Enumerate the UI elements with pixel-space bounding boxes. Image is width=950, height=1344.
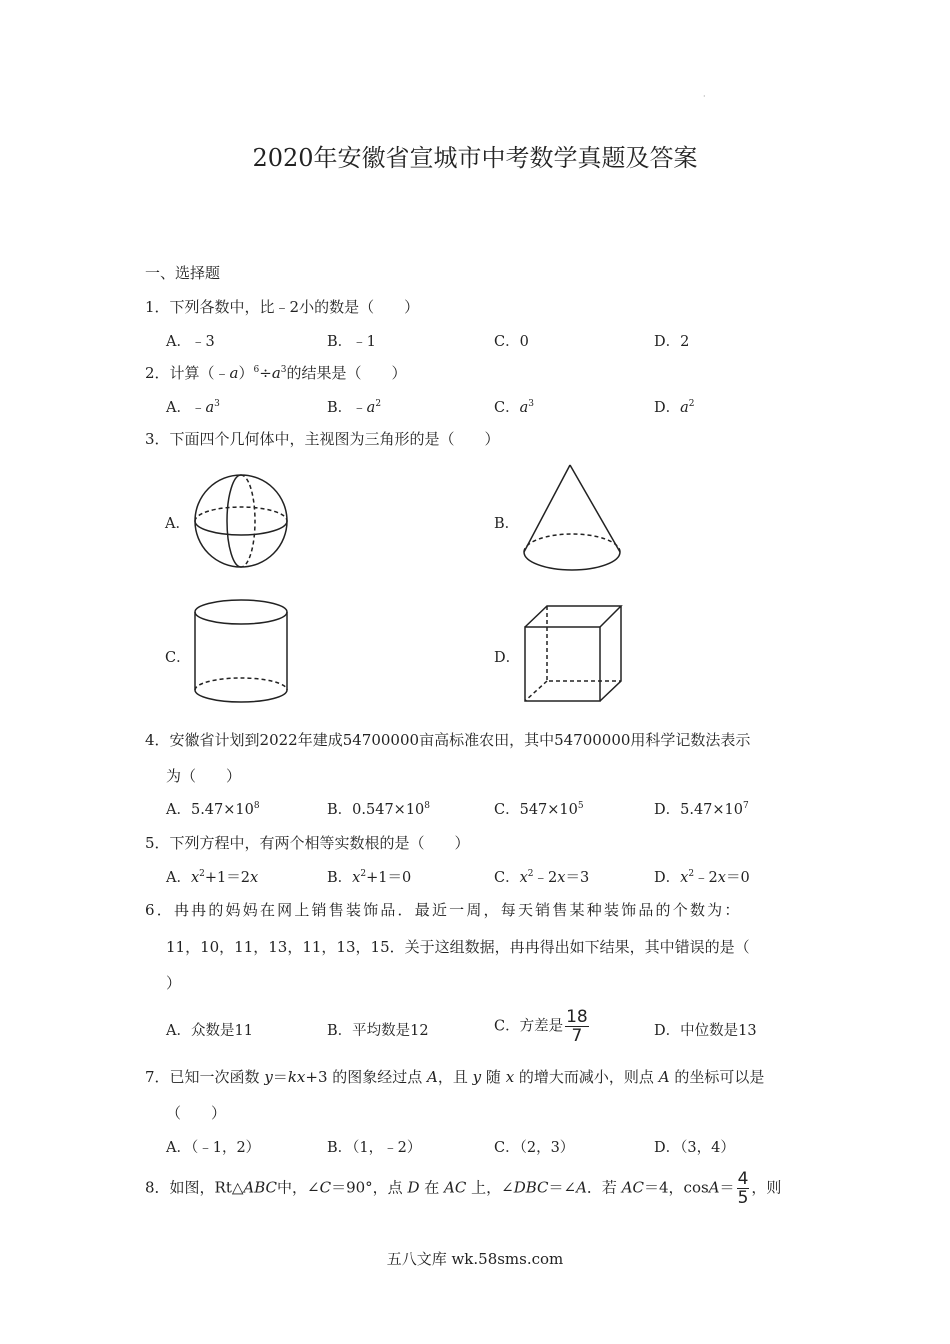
- q7-option-d: D．（3，4）: [654, 1140, 735, 1156]
- question-1-stem: 1．下列各数中，比﹣2小的数是（ ）: [145, 298, 420, 316]
- question-3-stem: 3．下面四个几何体中，主视图为三角形的是（ ）: [145, 430, 500, 448]
- q3-label-a: A．: [165, 516, 190, 532]
- question-4-stem-line2: 为（ ）: [166, 767, 242, 785]
- q6-option-d: D．中位数是13: [654, 1023, 757, 1039]
- q1-option-c: C．0: [494, 334, 529, 350]
- question-4-stem-line1: 4．安徽省计划到2022年建成54700000亩高标准农田，其中54700000用科学记数法表示: [145, 731, 751, 749]
- cylinder-icon: [192, 598, 290, 710]
- q1-option-b: B．﹣1: [327, 334, 376, 350]
- q1-option-d: D．2: [654, 334, 690, 350]
- q3-label-b: B．: [494, 516, 520, 532]
- q2-option-b: B．$﹣a^2$: [327, 399, 382, 416]
- q4-option-b: B．$0.547\times 10^8$: [327, 801, 431, 818]
- cone-icon: [520, 462, 624, 576]
- question-5-stem: 5．下列方程中，有两个相等实数根的是（ ）: [145, 834, 470, 852]
- question-6-line2: 11，10，11，13，11，13，15．关于这组数据，冉冉得出如下结果，其中错误的是（: [166, 938, 750, 956]
- q6-option-b: B．平均数是12: [327, 1023, 429, 1039]
- q7-option-a: A．（﹣1，2）: [166, 1140, 261, 1156]
- header-mark: ·: [703, 92, 706, 101]
- cos-fraction: $\frac{4}{5}$: [737, 1169, 749, 1208]
- q1-option-a: A．﹣3: [166, 334, 215, 350]
- q5-option-a: A．$x^2+1=2x$: [166, 869, 259, 886]
- section-heading: 一、选择题: [145, 264, 221, 282]
- question-8-stem: 8．如图，Rt△ABC中，∠C＝90°，点 D 在 AC 上，∠DBC＝∠A．若 AC＝4，cosA＝ $\frac{4}{5}$ ，则: [145, 1169, 782, 1208]
- question-7-line2: （ ）: [166, 1104, 227, 1122]
- question-2-stem: 2．计算$(﹣a)^6\div a^3$的结果是（ ）: [145, 364, 407, 382]
- question-6-line1: 6．冉冉的妈妈在网上销售装饰品．最近一周，每天销售某种装饰品的个数为：: [145, 901, 742, 919]
- q5-option-b: B．$x^2+1=0$: [327, 869, 412, 886]
- q5-option-d: D．$x^2﹣2x=0$: [654, 869, 750, 886]
- q6-option-c: C．方差是 $\frac{18}{7}$: [494, 1007, 588, 1046]
- q4-option-a: A．$5.47\times 10^8$: [166, 801, 260, 818]
- question-6-line3: ）: [166, 974, 182, 992]
- variance-fraction: $\frac{18}{7}$: [566, 1007, 588, 1046]
- q6-option-a: A．众数是11: [166, 1023, 253, 1039]
- q5-option-c: C．$x^2﹣2x=3$: [494, 869, 590, 886]
- question-7-stem: 7．已知一次函数 y＝kx+3 的图象经过点 A，且 y 随 x 的增大而减小，则点 A 的坐标可以是: [145, 1068, 765, 1086]
- q2-option-c: C．$a^3$: [494, 399, 534, 416]
- q3-label-c: C．: [165, 650, 191, 666]
- q2-option-a: A．$﹣a^3$: [166, 399, 220, 416]
- q4-option-d: D．$5.47\times 10^7$: [654, 801, 749, 818]
- page-title: 2020年安徽省宣城市中考数学真题及答案: [252, 144, 698, 172]
- footer-watermark: 五八文库 wk.58sms.com: [386, 1250, 564, 1268]
- sphere-icon: [193, 472, 289, 570]
- q4-option-c: C．$547\times 10^5$: [494, 801, 584, 818]
- q3-label-d: D．: [494, 650, 521, 666]
- q7-option-c: C．（2，3）: [494, 1140, 575, 1156]
- cube-icon: [522, 604, 624, 704]
- q7-option-b: B．（1，﹣2）: [327, 1140, 422, 1156]
- q2-option-d: D．$a^2$: [654, 399, 695, 416]
